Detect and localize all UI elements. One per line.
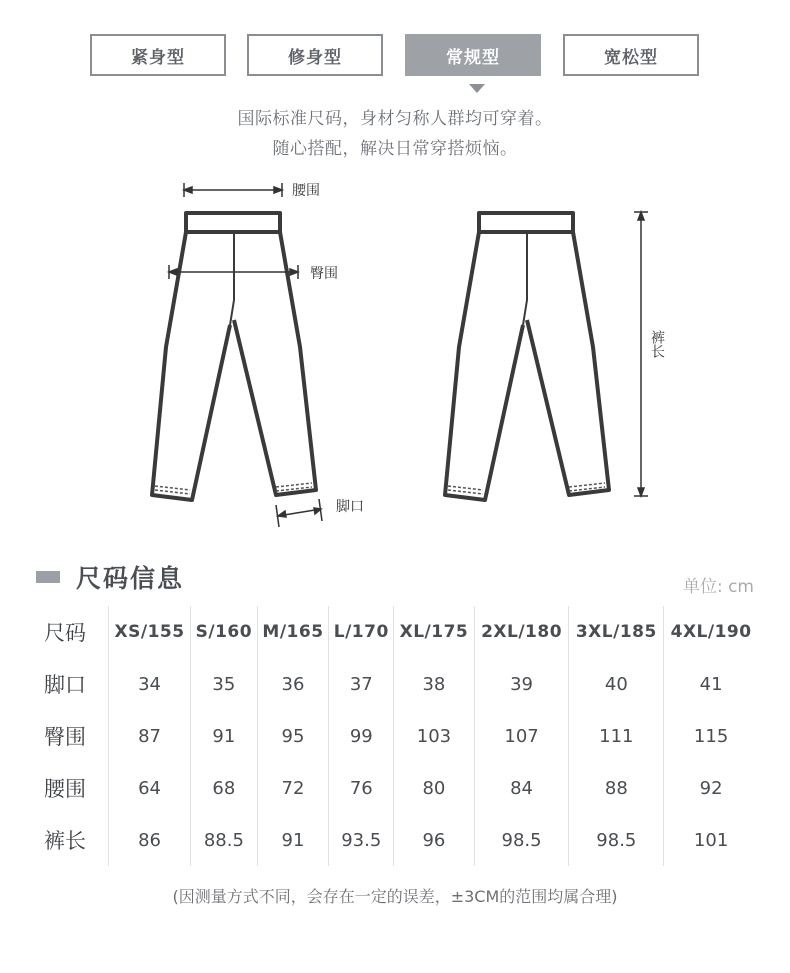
row-label: 臀围 — [44, 725, 86, 749]
table-cell: 64 — [109, 762, 191, 814]
fit-type-tabs — [90, 34, 704, 80]
size-header-cell: 3XL/185 — [569, 606, 664, 658]
table-cell: 87 — [109, 710, 191, 762]
size-row-label: 尺码 — [44, 621, 86, 645]
table-cell: 86 — [109, 814, 191, 866]
heading-bar-icon — [36, 571, 60, 583]
description-line-2: 随心搭配，解决日常穿搭烦恼。 — [272, 139, 518, 159]
hip-label: 臀围 — [310, 266, 338, 282]
size-header-cell: 2XL/180 — [474, 606, 569, 658]
table-cell: 39 — [474, 658, 569, 710]
measurement-note: (因测量方式不同，会存在一定的误差，±3CM的范围均属合理) — [172, 887, 618, 906]
table-cell: 34 — [109, 658, 191, 710]
pants-measurement-diagram — [0, 175, 790, 535]
active-tab-arrow-icon — [469, 84, 485, 93]
table-cell: 98.5 — [569, 814, 664, 866]
description-line-1: 国际标准尺码，身材匀称人群均可穿着。 — [237, 109, 553, 129]
table-cell: 68 — [191, 762, 257, 814]
table-cell: 93.5 — [329, 814, 394, 866]
size-header-cell: L/170 — [329, 606, 394, 658]
tab-loose-fit[interactable]: 宽松型 — [563, 34, 699, 76]
table-cell: 76 — [329, 762, 394, 814]
size-header-cell: S/160 — [191, 606, 257, 658]
waist-measure-icon — [184, 183, 282, 197]
table-cell: 84 — [474, 762, 569, 814]
size-info-title: 尺码信息 — [76, 564, 185, 593]
row-label: 脚口 — [44, 673, 86, 697]
row-label: 裤长 — [44, 829, 86, 853]
table-row — [36, 710, 758, 762]
table-cell: 38 — [394, 658, 475, 710]
tab-tight-fit[interactable]: 紧身型 — [90, 34, 226, 76]
table-cell: 88.5 — [191, 814, 257, 866]
table-cell: 35 — [191, 658, 257, 710]
table-cell: 36 — [257, 658, 329, 710]
size-header-cell: XS/155 — [109, 606, 191, 658]
table-cell: 37 — [329, 658, 394, 710]
tab-regular-fit[interactable]: 常规型 — [405, 34, 541, 76]
hem-label: 脚口 — [336, 499, 364, 515]
table-cell: 98.5 — [474, 814, 569, 866]
table-cell: 41 — [664, 658, 758, 710]
unit-label: 单位: cm — [682, 577, 754, 597]
table-header-row — [36, 606, 758, 658]
length-measure-icon — [634, 212, 648, 496]
table-cell: 111 — [569, 710, 664, 762]
row-label: 腰围 — [44, 777, 86, 801]
table-cell: 101 — [664, 814, 758, 866]
table-cell: 40 — [569, 658, 664, 710]
size-header-cell: XL/175 — [394, 606, 475, 658]
table-cell: 80 — [394, 762, 475, 814]
table-cell: 103 — [394, 710, 475, 762]
size-header-cell: M/165 — [257, 606, 329, 658]
front-pants-icon — [152, 213, 316, 500]
table-cell: 92 — [664, 762, 758, 814]
table-cell: 96 — [394, 814, 475, 866]
table-cell: 107 — [474, 710, 569, 762]
waist-label: 腰围 — [292, 183, 320, 199]
table-cell: 91 — [191, 710, 257, 762]
table-row — [36, 814, 758, 866]
table-cell: 72 — [257, 762, 329, 814]
back-pants-icon — [445, 213, 609, 500]
length-label: 裤长 — [649, 330, 665, 358]
size-info-heading — [36, 560, 184, 594]
table-cell: 115 — [664, 710, 758, 762]
table-cell: 95 — [257, 710, 329, 762]
size-table — [36, 606, 758, 866]
size-header-cell: 4XL/190 — [664, 606, 758, 658]
table-row — [36, 762, 758, 814]
table-row — [36, 658, 758, 710]
tab-slim-fit[interactable]: 修身型 — [247, 34, 383, 76]
table-cell: 99 — [329, 710, 394, 762]
table-cell: 88 — [569, 762, 664, 814]
table-cell: 91 — [257, 814, 329, 866]
hem-measure-icon — [276, 499, 322, 527]
fit-description — [0, 104, 790, 164]
